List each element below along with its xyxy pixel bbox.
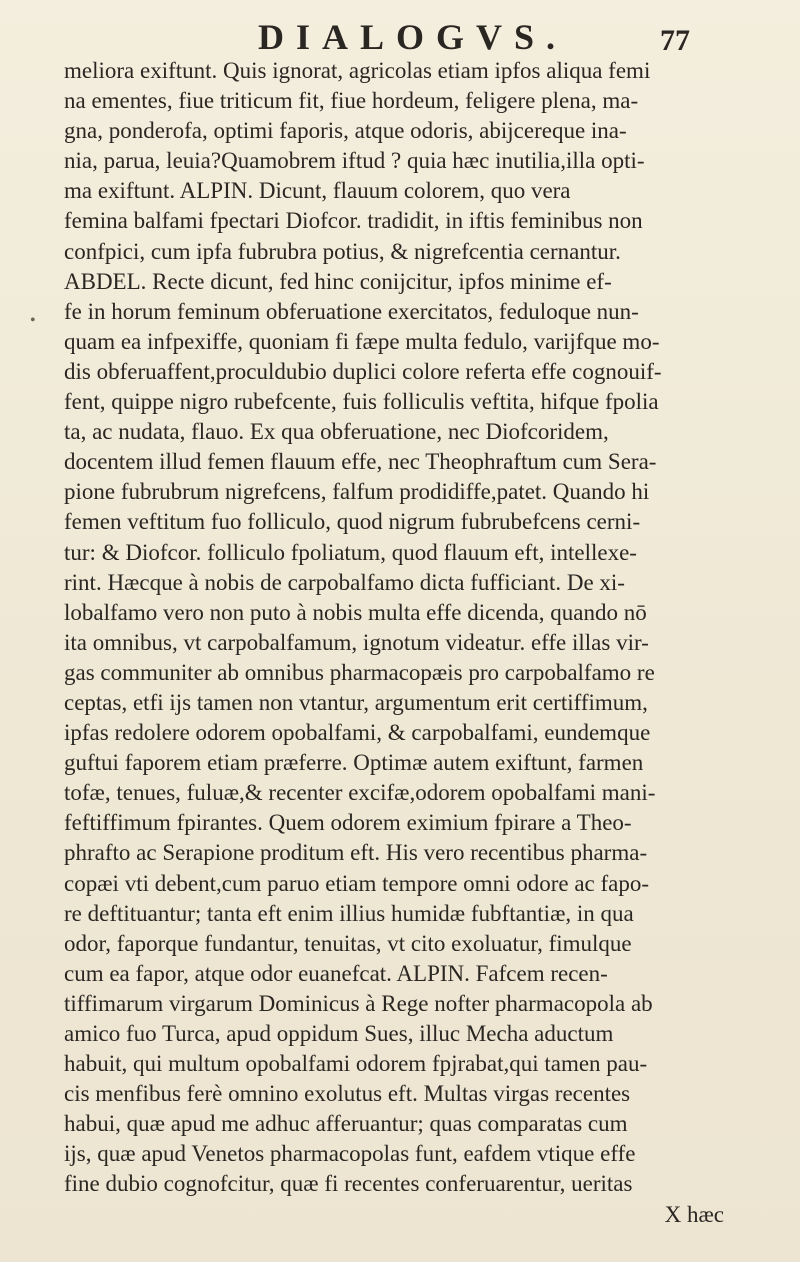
text-line: guftui faporem etiam præferre. Optimæ autem exiftunt, farmen bbox=[64, 750, 644, 776]
text-line: ma exiftunt. ALPIN. Dicunt, flauum colorem, quo vera bbox=[64, 178, 571, 204]
text-line: ipfas redolere odorem opobalfami, & carpobalfami, eundemque bbox=[64, 720, 651, 746]
text-line: habui, quæ apud me adhuc afferuantur; quas comparatas cum bbox=[64, 1111, 628, 1137]
text-line: ijs, quæ apud Venetos pharmacopolas funt, eafdem vtique effe bbox=[64, 1141, 636, 1167]
text-line: ceptas, etfi ijs tamen non vtantur, argumentum erit certiffimum, bbox=[64, 689, 648, 715]
text-line: quam ea infpexiffe, quoniam fi fæpe multa fedulo, varijfque mo- bbox=[64, 328, 660, 354]
text-line: ABDEL. Recte dicunt, fed hinc conijcitur, ipfos minime ef- bbox=[64, 268, 612, 294]
running-head: DIALOGVS. bbox=[258, 17, 568, 57]
text-line: copæi vti debent,cum paruo etiam tempore omni odore ac fapo- bbox=[64, 870, 650, 896]
page-number: 77 bbox=[660, 24, 690, 57]
text-line: lobalfamo vero non puto à nobis multa effe dicenda, quando nō bbox=[64, 599, 647, 625]
text-line: amico fuo Turca, apud oppidum Sues, illuc Mecha aductum bbox=[64, 1021, 614, 1046]
text-line: tofæ, tenues, fuluæ,& recenter excifæ,odorem opobalfami mani- bbox=[64, 780, 656, 806]
text-line: re deftituantur; tanta eft enim illius humidæ fubftantiæ, in qua bbox=[64, 900, 634, 926]
text-line: cum ea fapor, atque odor euanefcat. ALPIN. Fafcem recen- bbox=[64, 960, 608, 986]
text-line: fine dubio cognofcitur, quæ fi recentes conferuarentur, ueritas bbox=[64, 1171, 633, 1197]
text-line: fe in horum feminum obferuatione exercitatos, feduloque nun- bbox=[64, 298, 639, 324]
text-line: femina balfami fpectari Diofcor. tradidit, in iftis feminibus non bbox=[64, 208, 643, 234]
text-line: tur: & Diofcor. folliculo fpoliatum, quod flauum eft, intellexe- bbox=[64, 539, 637, 565]
text-line: ta, ac nudata, flauo. Ex qua obferuatione, nec Diofcoridem, bbox=[64, 419, 609, 445]
page-header bbox=[0, 16, 800, 60]
text-line: dis obferuaffent,proculdubio duplici colore referta effe cognouif- bbox=[64, 358, 662, 384]
text-line: confpici, cum ipfa fubrubra potius, & nigrefcentia cernantur. bbox=[64, 238, 621, 264]
text-line: tiffimarum virgarum Dominicus à Rege nofter pharmacopola ab bbox=[64, 990, 653, 1016]
text-line: ita omnibus, vt carpobalfamum, ignotum videatur. effe illas vir- bbox=[64, 629, 649, 655]
catchword: X hæc bbox=[664, 1201, 724, 1227]
margin-dot: • bbox=[30, 312, 36, 329]
text-line: feftiffimum fpirantes. Quem odorem eximium fpirare a Theo- bbox=[64, 810, 632, 836]
text-line: femen veftitum fuo folliculo, quod nigrum fubrubefcens cerni- bbox=[64, 509, 641, 535]
text-line: cis menfibus ferè omnino exolutus eft. Multas virgas recentes bbox=[64, 1081, 631, 1107]
text-line: pione fubrubrum nigrefcens, falfum prodidiffe,patet. Quando hi bbox=[64, 479, 650, 505]
text-line: na ementes, fiue triticum fit, fiue hordeum, feligere plena, ma- bbox=[64, 88, 639, 114]
text-line: rint. Hæcque à nobis de carpobalfamo dicta fufficiant. De xi- bbox=[64, 569, 625, 595]
text-line: phrafto ac Serapione proditum eft. His vero recentibus pharma- bbox=[64, 840, 648, 866]
text-line: odor, faporque fundantur, tenuitas, vt cito exoluatur, fimulque bbox=[64, 930, 632, 956]
body-text bbox=[64, 56, 764, 1230]
text-line: docentem illud femen flauum effe, nec Theophraftum cum Sera- bbox=[64, 449, 657, 475]
text-line: meliora exiftunt. Quis ignorat, agricolas etiam ipfos aliqua femi bbox=[64, 58, 651, 83]
text-line: nia, parua, leuia?Quamobrem iftud ? quia hæc inutilia,illa opti- bbox=[64, 148, 645, 174]
text-line: gas communiter ab omnibus pharmacopæis pro carpobalfamo re bbox=[64, 659, 655, 685]
text-line: gna, ponderofa, optimi faporis, atque odoris, abijcereque ina- bbox=[64, 118, 627, 144]
text-line: fent, quippe nigro rubefcente, fuis folliculis veftita, hifque fpolia bbox=[64, 389, 659, 415]
text-line: habuit, qui multum opobalfami odorem fpjrabat,qui tamen pau- bbox=[64, 1051, 648, 1077]
